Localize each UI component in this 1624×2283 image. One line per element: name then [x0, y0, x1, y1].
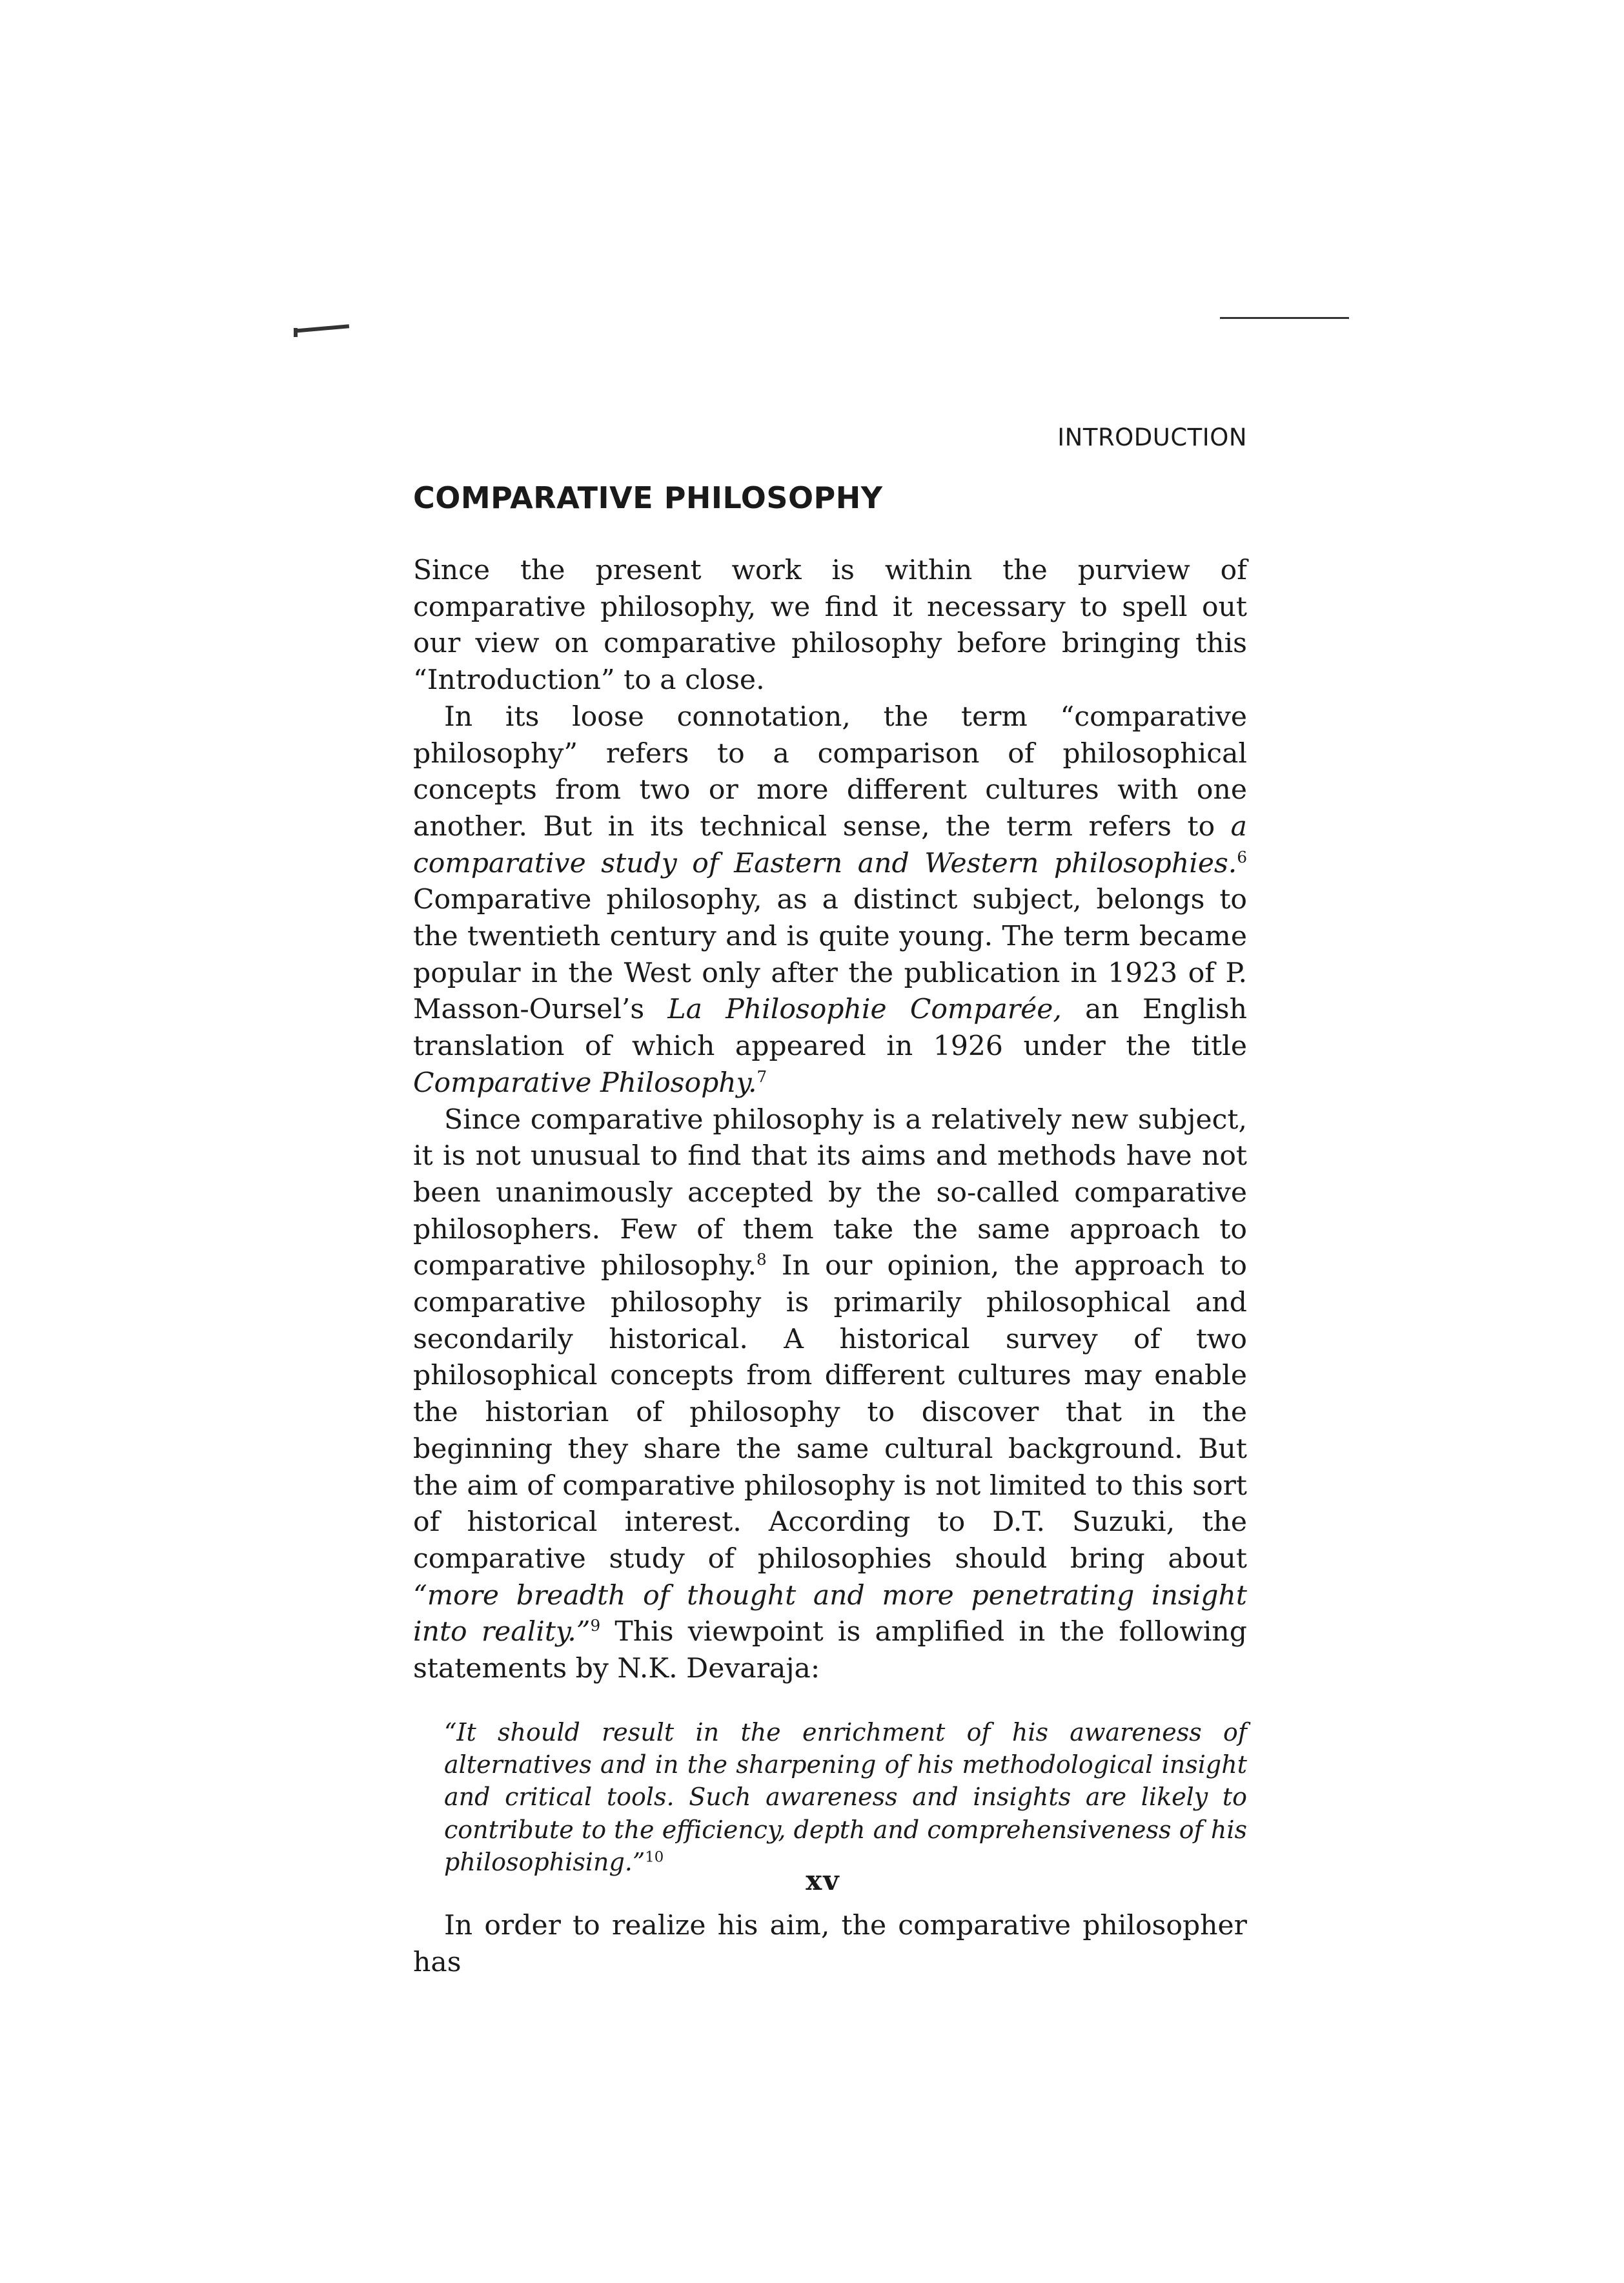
- paragraph-2-text-a: In its loose connotation, the term “comparative philosophy” refers to a comparison of philosophical concepts from two or more different cultures with one another. But in its technical sense, the term refers to: [413, 701, 1247, 843]
- paragraph-2-emphasis-3: Comparative Philosophy.: [413, 1067, 757, 1099]
- paragraph-4-text: In order to realize his aim, the comparative philosopher has: [413, 1910, 1247, 1978]
- running-head: INTRODUCTION: [1057, 424, 1247, 451]
- paragraph-2-text-b: Comparative philosophy, as a distinct subject, belongs to the twentieth century and is quite young. The term became popular in the West only after the publication in 1923 of P. Masson-Oursel’s: [413, 884, 1247, 1026]
- footnote-ref-8: 8: [756, 1250, 767, 1269]
- scan-mark-left: [294, 324, 349, 333]
- paragraph-2-text-c: an English translation of which appeared in 1926 under the title: [413, 994, 1247, 1063]
- paragraph-3-emphasis-1: “more breadth of thought and more penetrating insight into reality.”: [413, 1579, 1247, 1648]
- block-quote-text: “It should result in the enrichment of his awareness of alternatives and in the sharpening of his methodological insight and critical tools. Such awareness and insights are likely to contribute to the efficiency, depth and comprehensiveness of his philosophising.”: [444, 1717, 1247, 1876]
- paragraph-1-text: Since the present work is within the purview of comparative philosophy, we find it necessary to spell out our view on comparative philosophy before bringing this “Introduction” to a close.: [413, 555, 1247, 697]
- scan-mark-right: [1220, 317, 1349, 319]
- page-number: xv: [806, 1865, 840, 1896]
- paragraph-3: [413, 1102, 1247, 1688]
- paragraph-3-text-a: Since comparative philosophy is a relatively new subject, it is not unusual to find that its aims and methods have not been unanimously accepted by the so-called comparative philosophers. Few of them take the same approach to comparative philosophy.: [413, 1103, 1247, 1282]
- footnote-ref-10: 10: [645, 1848, 664, 1866]
- paragraph-3-text-b: In our opinion, the approach to comparative philosophy is primarily philosophical and secondarily historical. A historical survey of two philosophical concepts from different cultures may enable the historian of philosophy to discover that in the beginning they share the same cultural background. But the aim of comparative philosophy is not limited to this sort of historical interest. According to D.T. Suzuki, the comparative study of philosophies should bring about: [413, 1250, 1247, 1575]
- paragraph-3-text-c: This viewpoint is amplified in the following statements by N.K. Devaraja:: [413, 1616, 1247, 1685]
- paragraph-2-emphasis-1: a comparative study of Eastern and Western philosophies.: [413, 810, 1247, 879]
- footnote-ref-9: 9: [590, 1616, 601, 1635]
- paragraph-1: [413, 553, 1247, 699]
- block-quote: [444, 1716, 1247, 1878]
- scan-mark-left-tick: [294, 328, 298, 337]
- footnote-ref-7: 7: [756, 1067, 767, 1086]
- page-body: [413, 480, 1247, 1981]
- section-heading: COMPARATIVE PHILOSOPHY: [413, 480, 883, 515]
- paragraph-2: [413, 699, 1247, 1102]
- paragraph-4: [413, 1908, 1247, 1981]
- paragraph-2-emphasis-2: La Philosophie Comparée,: [667, 994, 1062, 1026]
- footnote-ref-6: 6: [1237, 847, 1247, 866]
